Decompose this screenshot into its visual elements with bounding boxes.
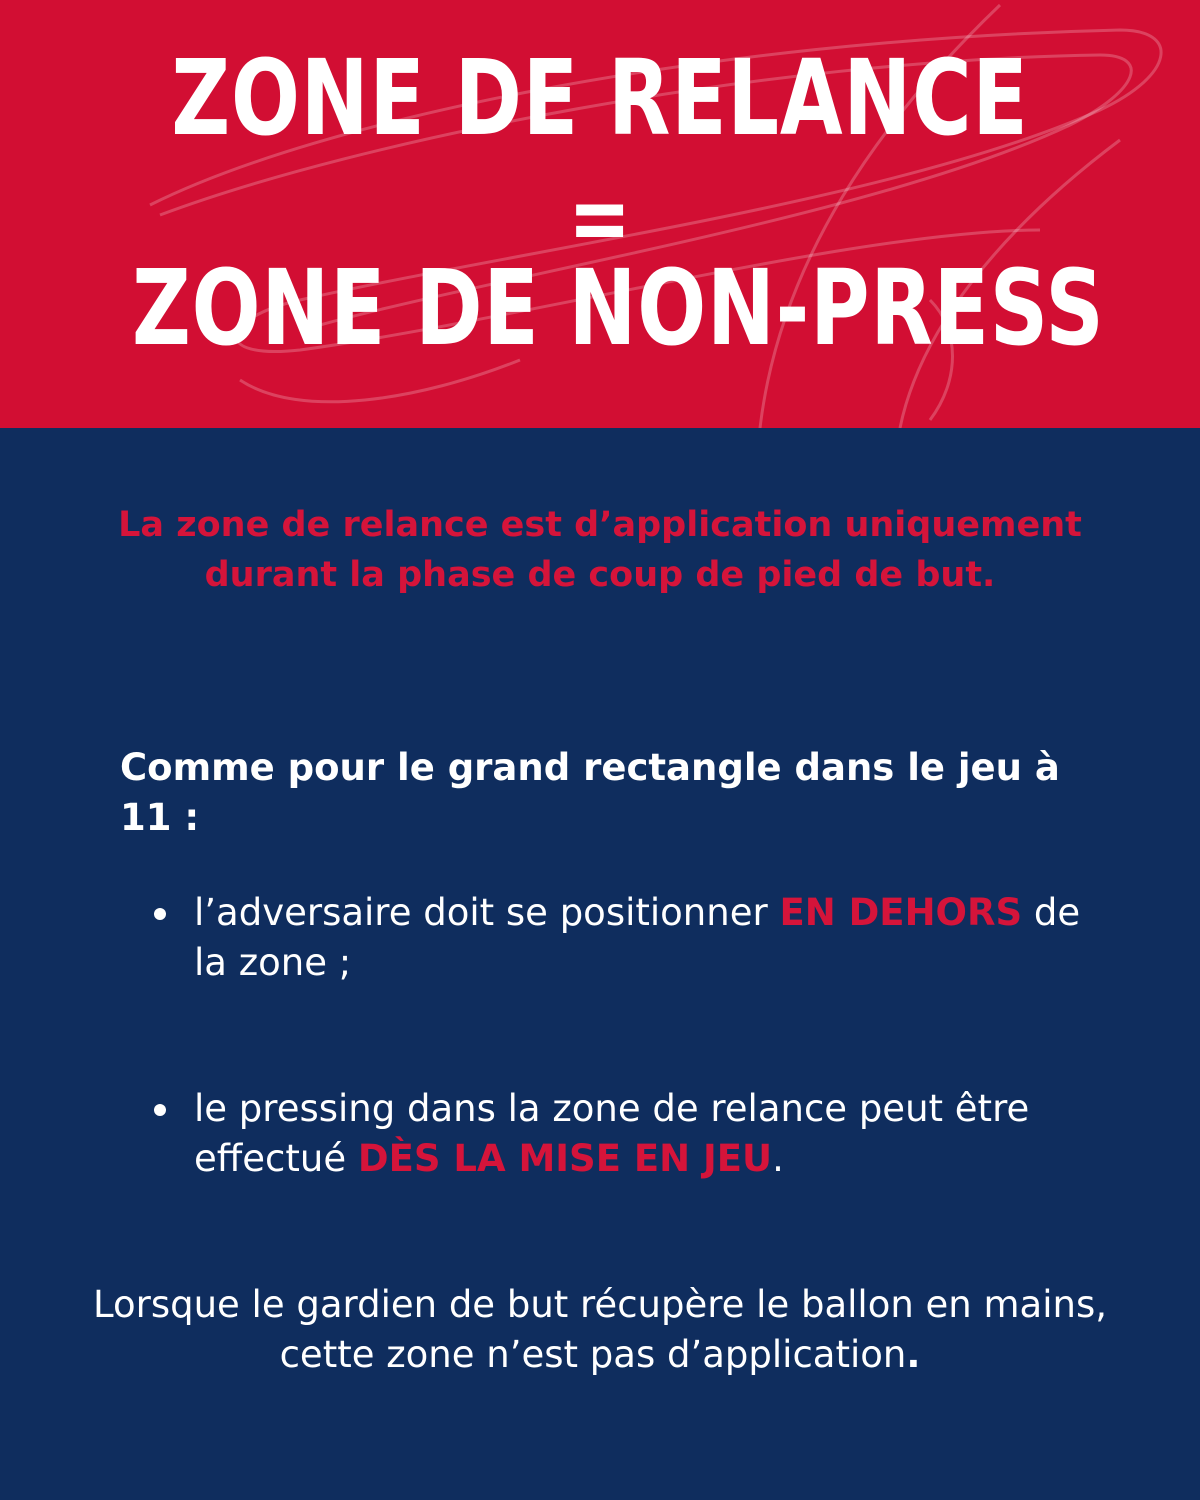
closing-note xyxy=(80,1280,1120,1380)
bullet-dot-icon xyxy=(154,1104,166,1116)
header-banner xyxy=(0,0,1200,428)
bullet-highlight: EN DEHORS xyxy=(779,891,1023,934)
comparison-heading: Comme pour le grand rectangle dans le jeu à 11 : xyxy=(120,746,1060,839)
title-line-1: ZONE DE RELANCE xyxy=(171,37,1029,159)
bullet-text-end: de la zone ; xyxy=(194,891,1081,984)
bullet-dot-icon xyxy=(154,908,166,920)
bullet-highlight: DÈS LA MISE EN JEU xyxy=(357,1137,773,1180)
title-equals-sign: = xyxy=(568,162,632,274)
intro-statement: La zone de relance est d’application uniquement durant la phase de coup de pied de but. xyxy=(118,505,1082,595)
closing-text: Lorsque le gardien de but récupère le ballon en mains, cette zone n’est pas d’application xyxy=(93,1283,1107,1376)
content-panel xyxy=(0,428,1200,1500)
bullet-text: l’adversaire doit se positionner xyxy=(194,891,780,934)
bullet-text-end: . xyxy=(772,1137,784,1180)
title-line-2: ZONE DE NON-PRESS xyxy=(132,247,1105,369)
closing-period: . xyxy=(906,1333,921,1376)
bullet-item-position xyxy=(194,888,1084,988)
bullet-text: le pressing dans la zone de relance peut être effectué xyxy=(194,1087,1030,1180)
bullet-item-pressing xyxy=(194,1084,1084,1184)
